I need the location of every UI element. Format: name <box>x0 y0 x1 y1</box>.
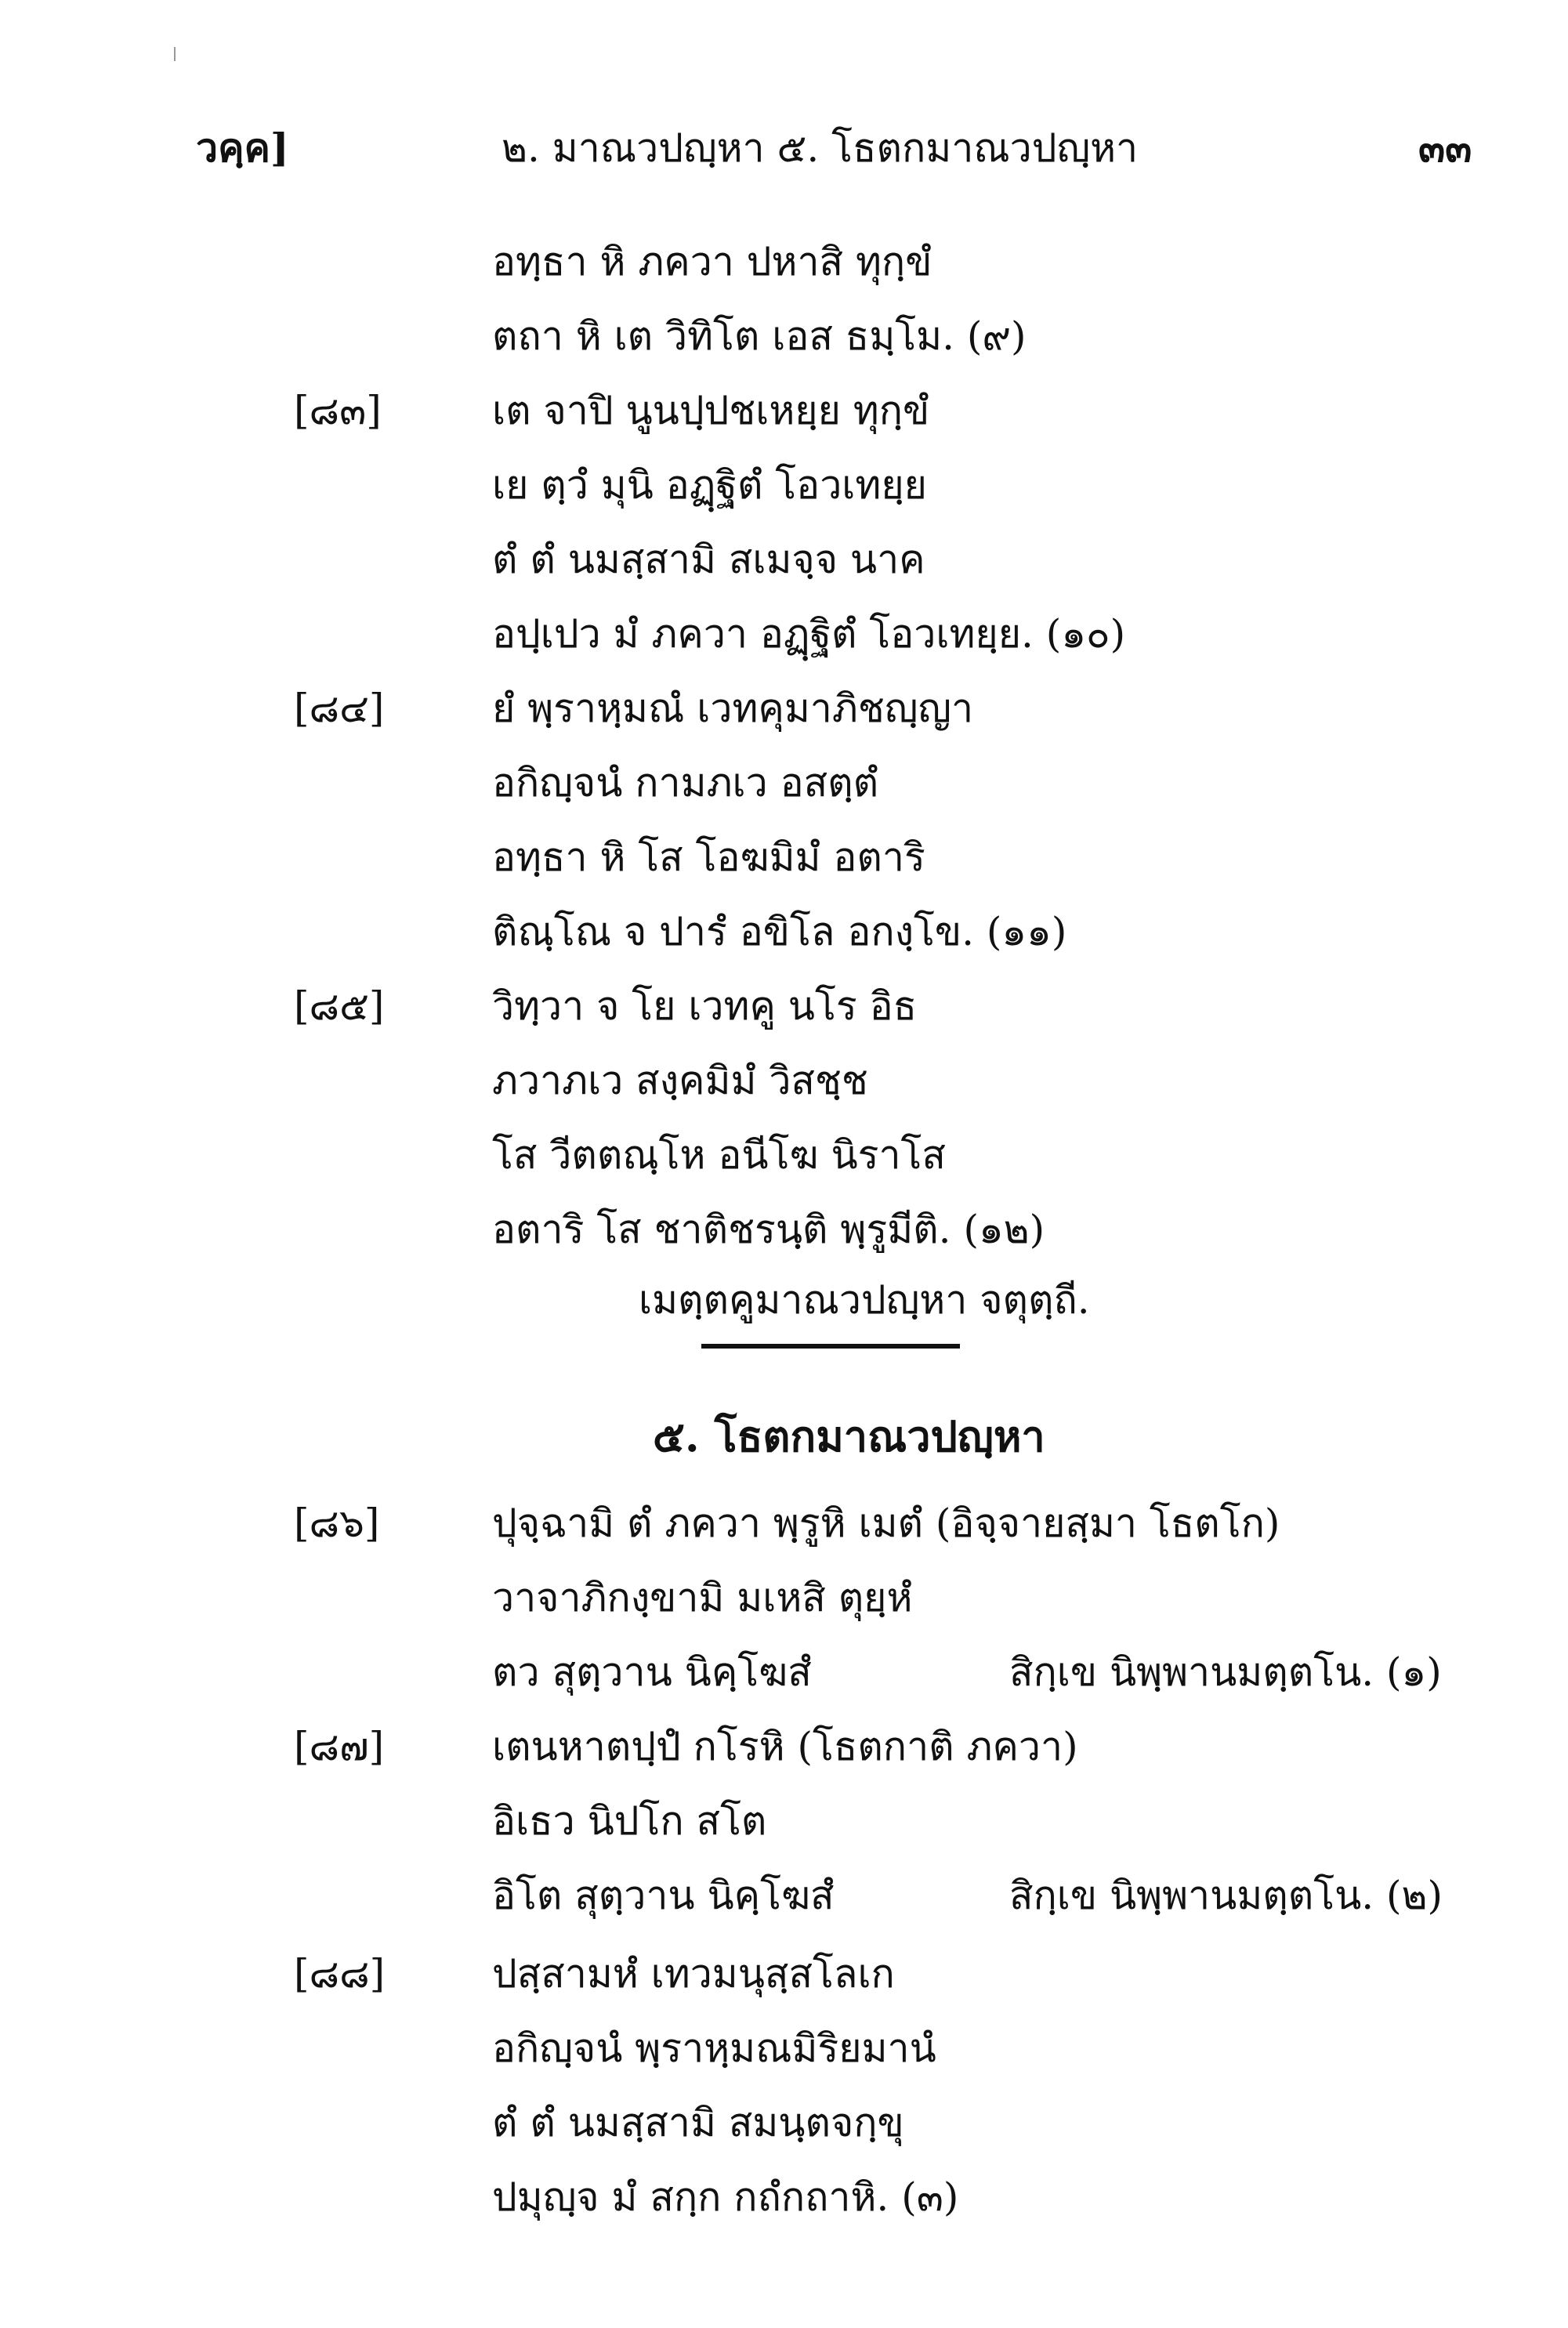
verse-line: อทฺธา หิ โส โอฆมิมํ อตาริ <box>492 835 925 880</box>
verse-line: ยํ พฺราหฺมณํ เวทคุมาภิชญฺญา <box>492 686 974 731</box>
verse-line: อิเธว นิปโก สโต <box>492 1798 767 1844</box>
verse-line-tail: สิกฺเข นิพฺพานมตฺตโน. (๑) <box>1009 1649 1442 1695</box>
verse-line-head: อิโต สุตฺวาน นิคฺโฆสํ <box>492 1873 835 1918</box>
verse-number: [๘๘] <box>294 1951 386 1997</box>
verse-line: ปสฺสามหํ เทวมนุสฺสโลเก <box>492 1951 895 1997</box>
scan-mark <box>174 47 176 61</box>
verse-line: อทฺธา หิ ภควา ปหาสิ ทุกฺขํ <box>492 239 932 284</box>
verse-line <box>492 1865 1443 1927</box>
header-left-label: วคฺค] <box>196 125 289 171</box>
verse-line: เต จาปิ นูนปฺปชเหยฺย ทุกฺขํ <box>492 388 930 433</box>
verse-line-head: ตว สุตฺวาน นิคฺโฆสํ <box>492 1649 812 1695</box>
verse-line-tail: สิกฺเข นิพฺพานมตฺตโน. (๒) <box>1009 1873 1443 1918</box>
verse-line: ปมุญฺจ มํ สกฺก กถํกถาหิ. (๓) <box>492 2174 959 2220</box>
verse-line: ตถา หิ เต วิทิโต เอส ธมฺโม. (๙) <box>492 313 1027 359</box>
verse-line: ตํ ตํ นมสฺสามิ สมนฺตจกฺขุ <box>492 2100 904 2145</box>
verse-number: [๘๓] <box>294 388 382 433</box>
verse-line: อกิญฺจนํ พฺราหฺมณมิริยมานํ <box>492 2026 936 2071</box>
verse-line: เตนหาตปฺปํ กโรหิ (โธตกาติ ภควา) <box>492 1724 1078 1769</box>
verse-line: อกิญฺจนํ กามภเว อสตฺตํ <box>492 760 879 806</box>
page-number: ๓๓ <box>1418 125 1472 171</box>
section-divider <box>701 1344 960 1349</box>
verse-line: โส วีตตณฺโห อนีโฆ นิราโส <box>492 1132 946 1178</box>
verse-line: ปุจฺฉามิ ตํ ภควา พฺรูหิ เมตํ (อิจฺจายสฺมา โธตโก) <box>492 1501 1280 1546</box>
header-title: ๒. มาณวปญฺหา ๕. โธตกมาณวปญฺหา <box>502 125 1139 171</box>
verse-number: [๘๖] <box>294 1501 380 1546</box>
verse-line: วาจาภิกงฺขามิ มเหสิ ตุยฺหํ <box>492 1575 913 1620</box>
verse-line: วิทฺวา จ โย เวทคู นโร อิธ <box>492 983 918 1029</box>
verse-line: เย ตฺวํ มุนิ อฏฺฐิตํ โอวเทยฺย <box>492 462 927 508</box>
verse-number: [๘๕] <box>294 983 385 1029</box>
verse-number: [๘๗] <box>294 1724 385 1769</box>
verse-line: อตาริ โส ชาติชรนฺติ พฺรูมีติ. (๑๒) <box>492 1207 1045 1252</box>
verse-line: ตํ ตํ นมสฺสามิ สเมจฺจ นาค <box>492 537 925 582</box>
verse-line: ติณฺโณ จ ปารํ อขิโล อกงฺโข. (๑๑) <box>492 909 1067 954</box>
verse-line <box>492 1642 1442 1703</box>
verse-line: อปฺเปว มํ ภควา อฏฺฐิตํ โอวเทยฺย. (๑๐) <box>492 611 1126 657</box>
chapter-colophon: เมตฺตคูมาณวปญฺหา จตุตฺถี. <box>639 1277 1090 1323</box>
verse-line: ภวาภเว สงฺคมิมํ วิสชฺช <box>492 1058 868 1103</box>
verse-number: [๘๔] <box>294 686 385 731</box>
section-title: ๕. โธตกมาณวปญฺหา <box>653 1411 1045 1461</box>
